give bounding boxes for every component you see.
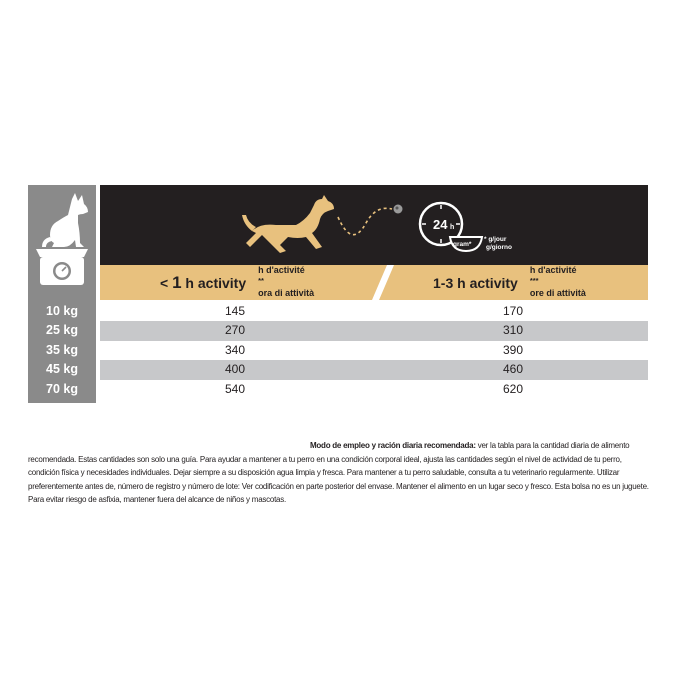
instructions-lead: Modo de empleo y ración diaria recomendada:	[310, 441, 476, 450]
activity-high-title: 1-3 h activity	[433, 274, 518, 291]
activity-low-title: < 1 h activity	[160, 272, 247, 292]
running-dog-icon	[242, 195, 334, 253]
table-row	[100, 380, 648, 399]
feeding-instructions	[28, 439, 652, 507]
table-row	[100, 360, 648, 379]
clock-unit: h	[450, 224, 455, 231]
table-row	[100, 321, 648, 340]
activity-low	[160, 265, 314, 300]
value-high: 170	[502, 304, 524, 318]
value-low: 400	[224, 362, 246, 377]
weight-list	[28, 302, 96, 399]
value-low: 340	[224, 342, 246, 357]
value-high: 620	[502, 381, 524, 396]
clock-label: 24	[433, 217, 448, 232]
feeding-table	[100, 302, 648, 399]
weight-label: 10 kg	[46, 304, 78, 318]
activity-header	[100, 265, 648, 300]
dog-on-scale-icon	[28, 185, 96, 297]
table-row	[100, 341, 648, 360]
value-high: 310	[502, 323, 524, 338]
activity-high	[433, 265, 586, 300]
table-row	[100, 302, 648, 321]
activity-high-note: h d'activité *** ore di attività	[529, 265, 586, 299]
food-bowl-icon	[450, 237, 482, 251]
value-high: 390	[502, 342, 524, 357]
kibble-icon	[394, 205, 403, 214]
per-day-line2: g/giorno	[486, 244, 512, 251]
activity-low-note: h d'activité ** ora di attività	[258, 265, 315, 299]
weight-label: 35 kg	[46, 342, 78, 357]
value-low: 540	[224, 381, 246, 396]
bowl-label: gram*	[453, 241, 472, 248]
trajectory-line	[338, 208, 392, 234]
instructions-text: ver la tabla para la cantidad diaria de alimento recomendada. Estas cantidades son solo una guía. Para ayudar a mantener a tu perro en una condición corporal ideal, ajusta las cantidades según el nivel de actividad de tu perro, condición física y necesidades individuales. Dejar siempre a su disposición agua limpia y fresca. Para mantener a tu perro saludable, consulta a tu veterinario regularmente. Utilizar preferentemente antes de, número de registro y número de lote: Ver codificación en parte posterior del envase. Mantener el alimento en un lugar seco y fresco. Esta bolsa no es un juguete. Para evitar riesgo de asfixia, mantener fuera del alcance de niños y mascotas.	[28, 441, 649, 504]
value-high: 460	[502, 362, 524, 377]
header-graphics	[100, 185, 648, 265]
weight-label: 45 kg	[46, 362, 78, 377]
value-low: 270	[224, 323, 246, 338]
per-day-line1: * g/jour	[484, 236, 507, 243]
table-header	[100, 185, 648, 265]
weight-label: 70 kg	[46, 381, 78, 396]
value-low: 145	[224, 304, 246, 318]
weight-label: 25 kg	[46, 323, 78, 338]
